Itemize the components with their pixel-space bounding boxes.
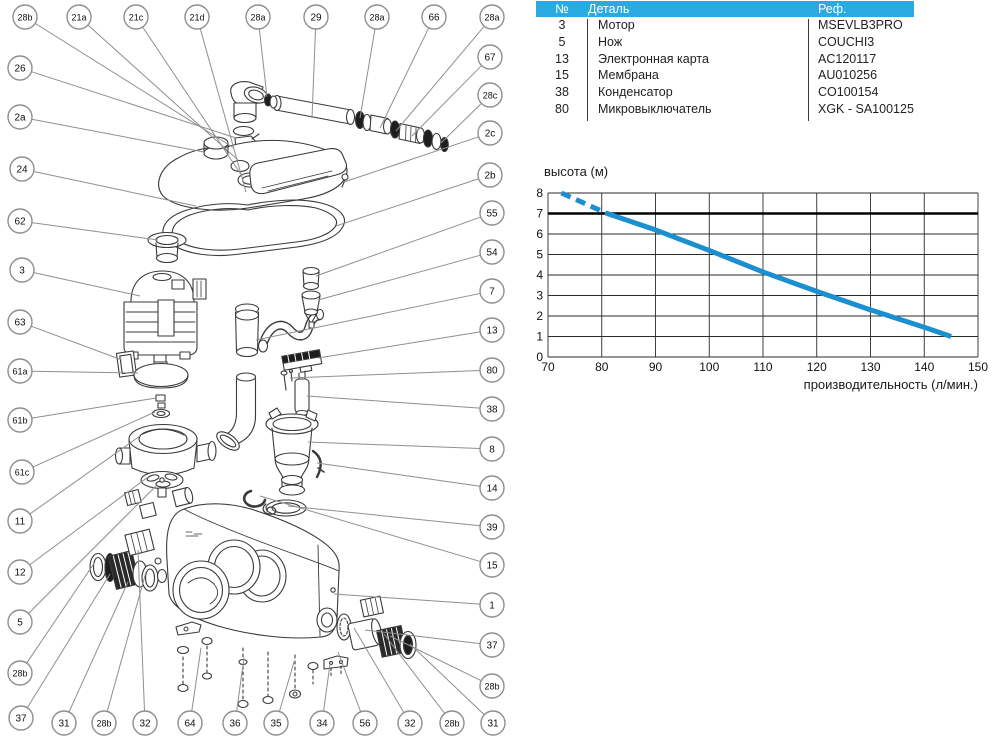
- callout-29: [304, 5, 328, 118]
- x-tick-label: 120: [806, 360, 827, 374]
- y-tick-label: 5: [536, 247, 543, 262]
- callout-leader-line: [338, 652, 361, 712]
- callout-label: 34: [316, 718, 328, 730]
- callout-label: 38: [486, 404, 498, 416]
- y-tick-label: 2: [536, 309, 543, 323]
- callout-label: 61c: [14, 467, 30, 478]
- part-name: Микровыключатель: [598, 101, 712, 116]
- callout-leader-line: [390, 636, 481, 681]
- callout-leader-line: [307, 396, 480, 408]
- y-tick-label: 3: [536, 288, 543, 303]
- pump-curve-dashed: [561, 193, 607, 214]
- callout-leader-line: [334, 594, 480, 604]
- callout-3: [10, 258, 140, 296]
- x-tick-label: 140: [914, 360, 935, 374]
- callout-leader-line: [32, 119, 204, 152]
- callout-label: 21a: [71, 12, 87, 23]
- callout-label: 3: [19, 265, 25, 277]
- callout-leader-line: [69, 582, 128, 712]
- callout-62: [8, 209, 158, 240]
- part-name: Электронная карта: [598, 51, 709, 66]
- callout-label: 15: [486, 560, 498, 572]
- callout-label: 80: [486, 365, 498, 377]
- callout-34: [310, 664, 334, 735]
- callout-80: [290, 358, 504, 382]
- performance-chart: [535, 160, 1000, 400]
- parts-table-row: [536, 84, 914, 101]
- table-divider: [808, 19, 809, 121]
- callout-38: [307, 396, 504, 421]
- x-tick-label: 70: [541, 360, 555, 374]
- callout-31: [52, 582, 128, 735]
- part-name: Мембрана: [598, 68, 659, 83]
- part-ref: MSEVLB3PRO: [818, 18, 903, 32]
- callout-55: [316, 201, 504, 276]
- callout-66: [380, 5, 446, 128]
- x-tick-label: 130: [860, 360, 881, 374]
- callout-label: 28b: [484, 681, 500, 692]
- part-name: Нож: [598, 34, 623, 49]
- part-ref: AC120117: [818, 51, 877, 66]
- callout-leader-line: [344, 137, 479, 182]
- callout-label: 2a: [14, 112, 26, 124]
- callout-label: 67: [484, 52, 496, 64]
- callout-label: 54: [486, 247, 498, 259]
- parts-table-row: [536, 67, 914, 84]
- callout-label: 28a: [250, 12, 266, 23]
- callout-leader-line: [308, 442, 480, 449]
- callout-leader-line: [256, 293, 480, 340]
- callout-label: 28b: [17, 12, 33, 23]
- callout-leader-line: [31, 326, 122, 360]
- callout-leader-line: [318, 255, 480, 300]
- y-tick-label: 1: [536, 329, 543, 344]
- header-num: №: [555, 2, 569, 16]
- callout-leader-line: [316, 217, 481, 276]
- callout-label: 21d: [189, 12, 205, 23]
- part-number: 13: [555, 51, 569, 66]
- callout-label: 28c: [482, 90, 498, 101]
- callout-21a: [67, 5, 238, 160]
- callout-leader-line: [31, 72, 236, 138]
- callout-label: 32: [404, 718, 416, 730]
- callout-63: [8, 310, 122, 360]
- callout-leader-line: [30, 436, 140, 514]
- callout-label: 24: [16, 164, 28, 176]
- part-ref: COUCHI3: [818, 34, 875, 49]
- callout-leader-line: [318, 332, 480, 358]
- chart-x-axis-label: производительность (л/мин.): [803, 377, 978, 392]
- part-number: 5: [558, 34, 566, 49]
- callout-label: 13: [486, 325, 498, 337]
- callout-leader-line: [34, 273, 140, 296]
- callout-label: 2c: [484, 128, 496, 140]
- y-tick-label: 4: [536, 268, 543, 282]
- part-number: 80: [555, 101, 569, 116]
- callout-leader-line: [360, 29, 375, 118]
- callout-label: 11: [14, 516, 26, 528]
- part-number: 38: [555, 85, 569, 100]
- part-ref: XGK - SA100125: [818, 101, 914, 116]
- parts-table-header: [536, 1, 914, 17]
- callout-leader-line: [279, 662, 294, 711]
- callout-label: 62: [14, 216, 26, 228]
- x-tick-label: 80: [595, 360, 609, 374]
- callout-label: 61b: [12, 415, 28, 426]
- callout-label: 31: [58, 718, 70, 730]
- callout-label: 31: [487, 718, 499, 730]
- y-tick-label: 0: [536, 350, 543, 364]
- callout-label: 55: [486, 208, 498, 220]
- callout-2a: [8, 105, 204, 152]
- callout-28b: [92, 572, 146, 735]
- callout-label: 35: [270, 718, 282, 730]
- callout-label: 14: [486, 483, 498, 495]
- callout-label: 1: [489, 600, 495, 612]
- callout-label: 28b: [96, 718, 112, 729]
- callout-13: [318, 318, 504, 358]
- callout-leader-line: [27, 574, 110, 708]
- callout-11: [8, 436, 140, 533]
- callout-label: 28a: [369, 12, 385, 23]
- callout-leader-line: [412, 66, 482, 136]
- callout-leader-line: [336, 179, 479, 226]
- callout-label: 66: [428, 12, 440, 24]
- callout-label: 28b: [12, 668, 28, 679]
- callout-54: [318, 240, 504, 300]
- callout-label: 28a: [484, 12, 500, 23]
- callout-28a: [360, 5, 389, 118]
- callout-label: 39: [486, 522, 498, 534]
- table-divider: [587, 19, 588, 121]
- header-ref: Реф.: [818, 2, 847, 16]
- callout-label: 37: [15, 713, 27, 725]
- callout-label: 28b: [444, 718, 460, 729]
- x-tick-label: 90: [648, 360, 663, 374]
- callout-leader-line: [441, 103, 481, 143]
- callout-leader-line: [317, 463, 480, 486]
- part-name: Мотор: [598, 18, 635, 32]
- callout-37: [9, 574, 110, 730]
- x-tick-label: 110: [753, 360, 773, 374]
- callout-14: [317, 463, 504, 500]
- callout-leader-line: [324, 664, 330, 711]
- part-number: 3: [558, 18, 566, 32]
- parts-table-row: [536, 101, 914, 118]
- callout-leader-line: [380, 28, 429, 128]
- callout-8: [308, 437, 504, 461]
- chart-y-axis-label: высота (м): [544, 164, 609, 179]
- callout-leader-line: [32, 223, 158, 240]
- callout-label: 64: [184, 718, 196, 730]
- y-tick-label: 8: [536, 186, 543, 200]
- callout-leader-line: [410, 644, 484, 715]
- callout-label: 5: [17, 617, 23, 629]
- callout-26: [8, 56, 236, 138]
- callout-label: 2b: [484, 170, 496, 182]
- x-tick-label: 150: [967, 360, 989, 374]
- header-name: Деталь: [588, 2, 630, 16]
- callout-leader-line: [32, 398, 156, 418]
- callout-label: 7: [489, 286, 495, 298]
- part-number: 15: [555, 68, 569, 83]
- parts-table-row: [536, 17, 914, 34]
- callout-leader-line: [290, 370, 480, 378]
- parts-table-row: [536, 51, 914, 68]
- callout-label: 8: [489, 444, 495, 456]
- y-tick-label: 7: [536, 206, 543, 221]
- callout-leader-line: [288, 506, 480, 526]
- part-name: Конденсатор: [598, 85, 673, 100]
- callout-label: 61a: [12, 366, 28, 377]
- callout-label: 29: [310, 12, 322, 24]
- callout-1: [334, 593, 504, 617]
- callout-label: 63: [14, 317, 26, 329]
- parts-table-body: [536, 17, 914, 118]
- callout-39: [288, 506, 504, 539]
- exploded-drawing-parts: [90, 82, 448, 708]
- callout-label: 36: [229, 718, 241, 730]
- x-tick-label: 100: [699, 360, 720, 374]
- callout-leader-line: [88, 25, 238, 160]
- part-ref: AU010256: [818, 68, 878, 83]
- callout-label: 21c: [128, 12, 144, 23]
- callout-61b: [8, 398, 156, 432]
- callout-leader-line: [396, 26, 484, 131]
- callout-2b: [336, 163, 502, 226]
- callout-label: 12: [14, 567, 26, 579]
- parts-table-row: [536, 34, 914, 51]
- part-ref: CO100154: [818, 85, 879, 100]
- y-tick-label: 6: [536, 227, 543, 241]
- callout-label: 37: [486, 640, 498, 652]
- callout-leader-line: [27, 562, 95, 663]
- parts-table: [536, 1, 914, 118]
- callout-label: 56: [359, 718, 371, 730]
- callout-leader-line: [192, 648, 201, 711]
- callout-label: 26: [14, 63, 26, 75]
- callout-label: 32: [139, 718, 151, 730]
